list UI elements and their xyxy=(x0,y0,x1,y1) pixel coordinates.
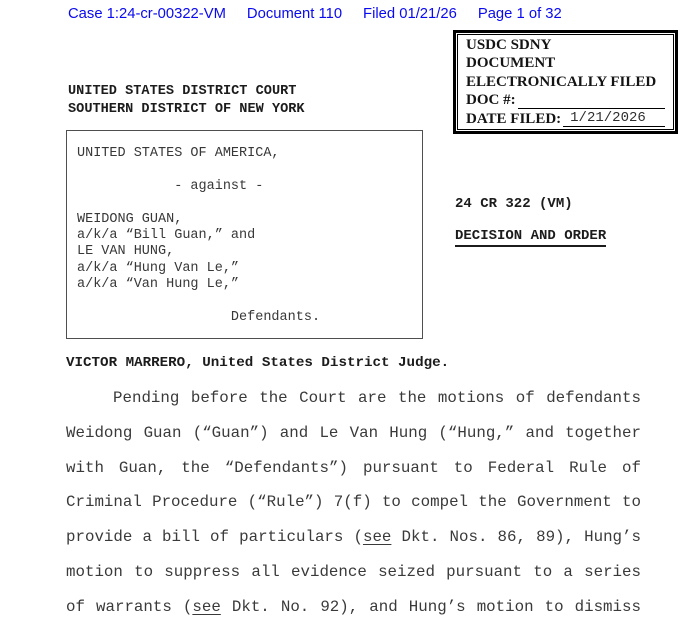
caption-line: a/k/a “Van Hung Le,” xyxy=(77,277,240,293)
stamp-doc-number-row xyxy=(466,91,667,109)
efiling-stamp-inner xyxy=(457,34,674,130)
caption-line xyxy=(77,294,422,310)
court-heading xyxy=(68,83,305,118)
body-text-segment: provide a bill of particulars ( xyxy=(66,528,363,547)
header-filed-date: Filed 01/21/26 xyxy=(363,6,457,22)
caption-line: LE VAN HUNG, xyxy=(77,244,175,260)
see-citation: see xyxy=(192,597,221,616)
caption-line: - against - xyxy=(77,178,264,194)
body-text-segment: Dkt. Nos. 86, 89), Hung’s xyxy=(391,528,641,547)
caption-line xyxy=(77,162,422,178)
body-line: with Guan, the “Defendants”) pursuant to Federal Rule of xyxy=(66,458,641,477)
date-filed-value: 1/21/2026 xyxy=(570,109,646,126)
stamp-document-line: DOCUMENT xyxy=(466,55,556,72)
judge-line: VICTOR MARRERO, United States District Judge. xyxy=(66,355,450,371)
order-title: DECISION AND ORDER xyxy=(455,228,606,247)
doc-number-blank-line xyxy=(518,93,665,109)
body-text-segment: of warrants ( xyxy=(66,597,193,616)
case-number: 24 CR 322 (VM) xyxy=(455,196,573,212)
court-name: UNITED STATES DISTRICT COURT xyxy=(68,84,297,99)
body-line: motion to suppress all evidence seized pursuant to a series xyxy=(66,562,641,581)
stamp-date-filed-row xyxy=(466,110,667,128)
case-caption-box xyxy=(66,130,423,339)
caption-line xyxy=(77,195,422,211)
opinion-body xyxy=(66,381,641,618)
efiling-stamp xyxy=(453,30,678,134)
caption-line: UNITED STATES OF AMERICA, xyxy=(77,146,280,161)
body-line: Pending before the Court are the motions of defendants xyxy=(113,389,641,407)
body-line: Criminal Procedure (“Rule”) 7(f) to compel the Government to xyxy=(66,493,641,512)
doc-number-label: DOC #: xyxy=(466,92,516,109)
body-line xyxy=(66,590,641,618)
body-line xyxy=(66,520,641,555)
body-line: Weidong Guan (“Guan”) and Le Van Hung (“Hung,” and together xyxy=(66,423,641,442)
pacer-stamp-header xyxy=(68,6,562,22)
header-case-number: Case 1:24-cr-00322-VM xyxy=(68,6,226,22)
body-text-segment: Dkt. No. 92), and Hung’s motion to dismiss xyxy=(220,597,641,616)
header-page-number: Page 1 of 32 xyxy=(477,6,562,22)
see-citation: see xyxy=(362,528,392,547)
date-filed-label: DATE FILED: xyxy=(466,110,562,127)
caption-line: a/k/a “Hung Van Le,” xyxy=(77,260,240,276)
caption-line: Defendants. xyxy=(77,309,321,325)
header-document-number: Document 110 xyxy=(246,6,343,22)
stamp-electronically-filed-line: ELECTRONICALLY FILED xyxy=(466,73,657,90)
caption-line: a/k/a “Bill Guan,” and xyxy=(77,227,256,243)
stamp-court-line: USDC SDNY xyxy=(466,37,552,53)
date-filed-line xyxy=(563,111,665,127)
court-district: SOUTHERN DISTRICT OF NEW YORK xyxy=(68,101,305,117)
caption-line: WEIDONG GUAN, xyxy=(77,211,183,227)
